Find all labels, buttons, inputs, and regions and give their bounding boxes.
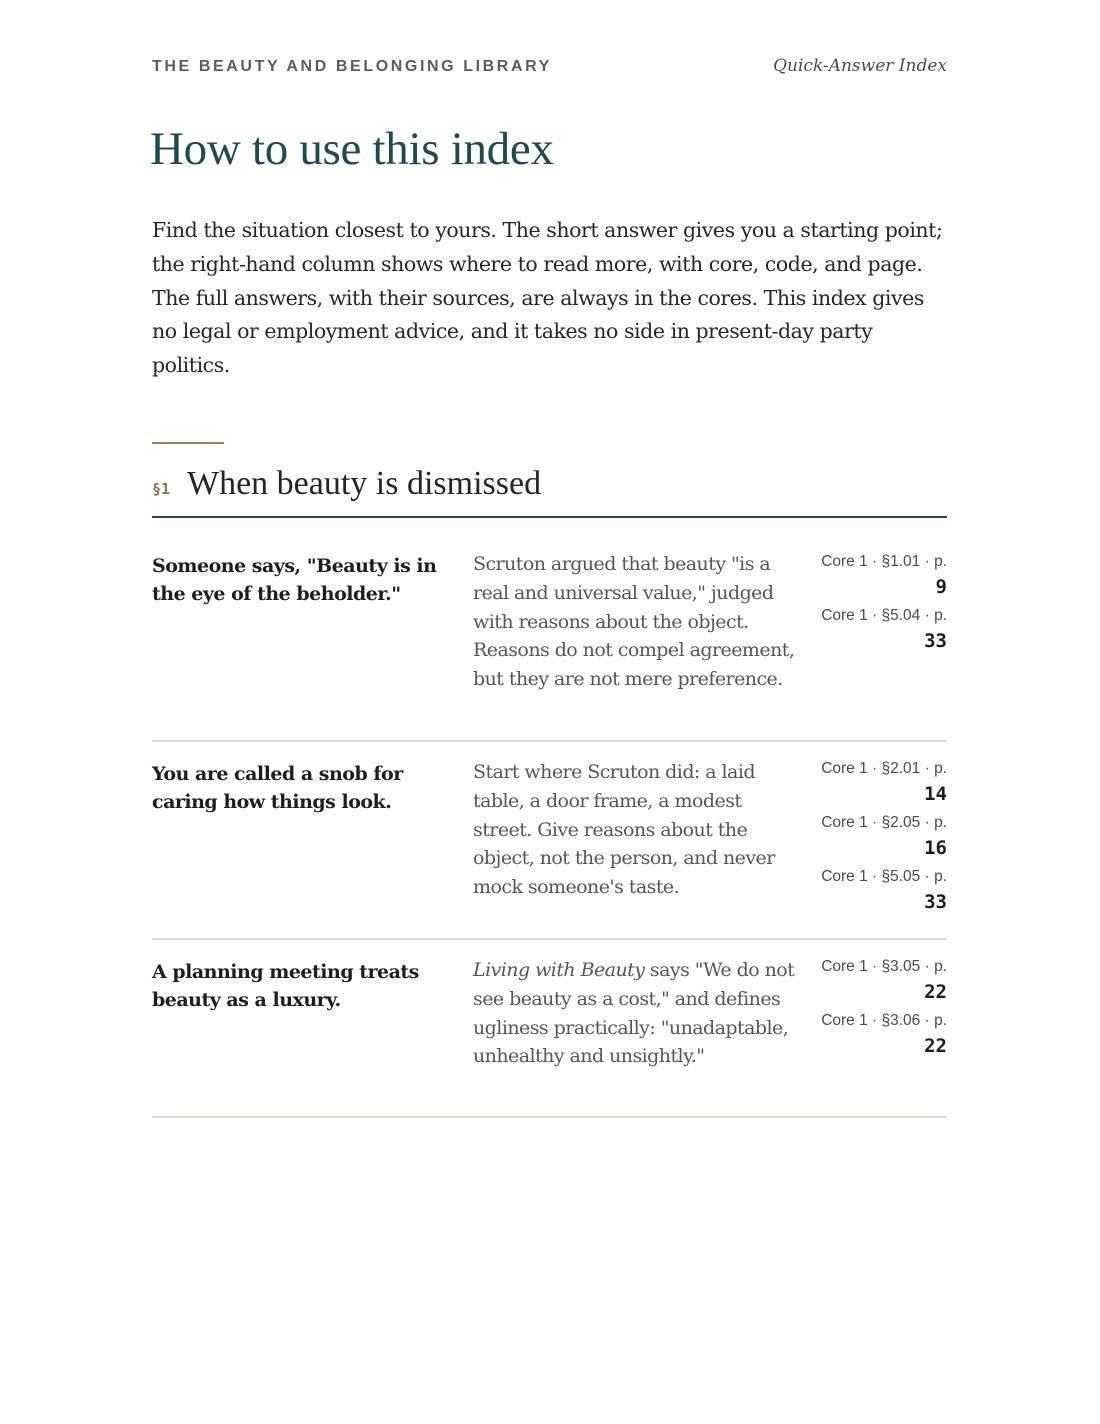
entry-situation: Someone says, "Beauty is in the eye of the beholder." bbox=[152, 555, 437, 605]
entry-row bbox=[152, 740, 947, 940]
reference[interactable] bbox=[807, 812, 947, 862]
entry-references bbox=[807, 551, 947, 659]
section-title: When beauty is dismissed bbox=[187, 465, 542, 502]
reference[interactable] bbox=[807, 1010, 947, 1060]
entry-answer bbox=[473, 956, 803, 1071]
reference-page: 33 bbox=[924, 630, 947, 652]
section-accent-rule bbox=[152, 442, 224, 444]
page-title: How to use this index bbox=[150, 123, 554, 175]
running-header bbox=[152, 56, 947, 80]
section-number: §1 bbox=[152, 480, 171, 498]
reference-page: 14 bbox=[924, 783, 947, 805]
reference[interactable] bbox=[807, 758, 947, 808]
reference-page: 9 bbox=[935, 576, 947, 598]
reference[interactable] bbox=[807, 551, 947, 601]
reference-label: Core 1 · §5.05 · p. bbox=[821, 868, 947, 885]
reference-page: 22 bbox=[924, 981, 947, 1003]
answer-italic-title: Living with Beauty bbox=[473, 959, 645, 981]
entry-row bbox=[152, 938, 947, 1118]
reference-label: Core 1 · §3.05 · p. bbox=[821, 958, 947, 975]
entry-situation: A planning meeting treats beauty as a luxury. bbox=[152, 961, 419, 1011]
reference-page: 16 bbox=[924, 837, 947, 859]
entry-references bbox=[807, 956, 947, 1064]
reference[interactable] bbox=[807, 956, 947, 1006]
reference-label: Core 1 · §3.06 · p. bbox=[821, 1012, 947, 1029]
entry-answer: Start where Scruton did: a laid table, a door frame, a modest street. Give reasons about the object, not the person, and never mock someone's taste. bbox=[473, 761, 775, 899]
answer-text: says "We do not see beauty as a cost," and defines ugliness practically: "unadaptable, unhealthy and unsightly." bbox=[473, 959, 795, 1068]
reference-label: Core 1 · §2.01 · p. bbox=[821, 760, 947, 777]
reference[interactable] bbox=[807, 866, 947, 916]
reference-page: 22 bbox=[924, 1035, 947, 1057]
entry-answer: Scruton argued that beauty "is a real and universal value," judged with reasons about the object. Reasons do not compel agreement, but they are not mere preference. bbox=[473, 553, 795, 691]
entry-row bbox=[152, 518, 947, 742]
reference-label: Core 1 · §2.05 · p. bbox=[821, 814, 947, 831]
entry-situation: You are called a snob for caring how things look. bbox=[152, 763, 403, 813]
reference-page: 33 bbox=[924, 891, 947, 913]
intro-paragraph: Find the situation closest to yours. The short answer gives you a starting point; the right-hand column shows where to read more, with core, code, and page. The full answers, with their sources, are always in the cores. This index gives no legal or employment advice, and it takes no side in present-day party politics. bbox=[152, 218, 943, 378]
library-name: THE BEAUTY AND BELONGING LIBRARY bbox=[152, 58, 552, 75]
entry-references bbox=[807, 758, 947, 920]
section-heading bbox=[152, 466, 947, 518]
reference-label: Core 1 · §5.04 · p. bbox=[821, 607, 947, 624]
reference-label: Core 1 · §1.01 · p. bbox=[821, 553, 947, 570]
index-name: Quick-Answer Index bbox=[773, 56, 947, 76]
reference[interactable] bbox=[807, 605, 947, 655]
